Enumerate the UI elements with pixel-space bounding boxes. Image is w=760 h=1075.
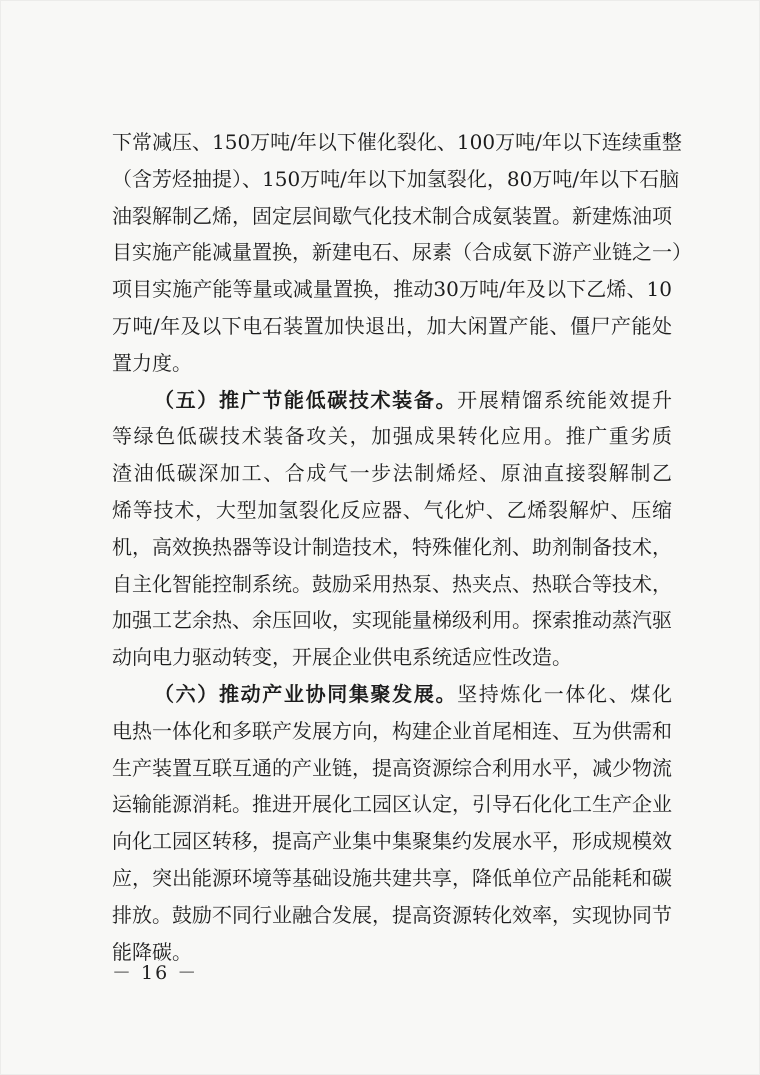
text-run: 坚持炼化一体化、煤化	[457, 681, 673, 706]
section-heading: （六）推动产业协同集聚发展。	[154, 681, 458, 706]
text-line: 等绿色低碳技术装备攻关，加强成果转化应用。推广重劣质	[112, 424, 672, 449]
text-line: 项目实施产能等量或减量置换，推动30万吨/年及以下乙烯、10	[112, 277, 672, 302]
text-line: 向化工园区转移，提高产业集中集聚集约发展水平，形成规模效	[112, 829, 672, 854]
text-line: 下常减压、150万吨/年以下催化裂化、100万吨/年以下连续重整	[112, 130, 682, 154]
text-line: 能降碳。	[112, 939, 192, 964]
text-line: 应，突出能源环境等基础设施共建共享，降低单位产品能耗和碳	[112, 865, 672, 890]
text-line: 置力度。	[112, 350, 192, 375]
text-line: 加强工艺余热、余压回收，实现能量梯级利用。探索推动蒸汽驱	[112, 608, 672, 633]
paragraph-first-line	[112, 382, 672, 419]
text-line: （含芳烃抽提）、150万吨/年以下加氢裂化，80万吨/年以下石脑	[112, 166, 680, 191]
text-line: 排放。鼓励不同行业融合发展，提高资源转化效率，实现协同节	[112, 902, 672, 927]
text-line: 生产装置互联互通的产业链，提高资源综合利用水平，减少物流	[112, 755, 672, 780]
body-text	[112, 124, 692, 970]
text-line: 目实施产能减量置换，新建电石、尿素（合成氨下游产业链之一）	[112, 240, 692, 265]
text-line: 油裂解制乙烯，固定层间歇气化技术制合成氨装置。新建炼油项	[112, 203, 672, 228]
text-line: 万吨/年及以下电石装置加快退出，加大闲置产能、僵尸产能处	[112, 313, 672, 338]
text-line: 电热一体化和多联产发展方向，构建企业首尾相连、互为供需和	[112, 718, 672, 743]
section-heading: （五）推广节能低碳技术装备。	[154, 387, 458, 412]
text-line: 机，高效换热器等设计制造技术，特殊催化剂、助剂制备技术，	[112, 534, 672, 559]
text-line: 烯等技术，大型加氢裂化反应器、气化炉、乙烯裂解炉、压缩	[112, 497, 672, 522]
text-line: 动向电力驱动转变，开展企业供电系统适应性改造。	[112, 645, 572, 670]
page-number: － 16 －	[112, 962, 199, 984]
text-run: 开展精馏系统能效提升	[457, 387, 673, 412]
text-line: 运输能源消耗。推进开展化工园区认定，引导石化化工生产企业	[112, 792, 672, 817]
text-line: 渣油低碳深加工、合成气一步法制烯烃、原油直接裂解制乙	[112, 461, 672, 486]
text-line: 自主化智能控制系统。鼓励采用热泵、热夹点、热联合等技术，	[112, 571, 672, 596]
paragraph-first-line	[112, 676, 672, 713]
